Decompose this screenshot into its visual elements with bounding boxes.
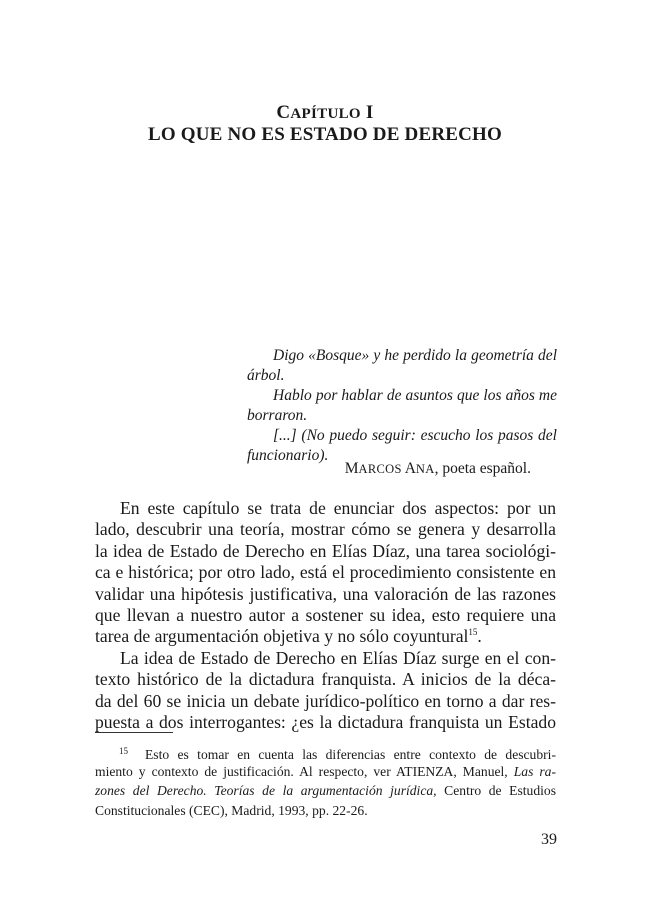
page-number: 39 — [541, 831, 557, 848]
epigraph-line: [...] (No puedo seguir: escucho los pasos del funcionario). — [247, 427, 557, 464]
paragraph-line: En este capítulo se trata de enunciar dos aspectos: por un — [120, 498, 556, 518]
epigraph-attribution: MARCOS ANA, poeta español. — [344, 460, 531, 477]
footnote — [95, 742, 556, 821]
chapter-number: I — [365, 102, 374, 123]
paragraph-line: tarea de argumentación objetiva y no sólo coyuntural$^{15}$. — [95, 626, 482, 647]
paragraph-line: validar una hipótesis justificativa, una valoración de las razones — [95, 583, 556, 604]
footnote-line: 15 Esto es tomar en cuenta las diferencias entre contexto de descubri- — [95, 742, 556, 762]
body-text — [95, 498, 556, 733]
paragraph-line: la idea de Estado de Derecho en Elías Díaz, una tarea sociológi- — [95, 540, 556, 561]
epigraph-line: Digo «Bosque» y he perdido la geometría del árbol. — [247, 347, 557, 384]
paragraph-line: que llevan a nuestro autor a sostener su idea, esto requiere una — [95, 604, 556, 625]
footnote-line: Constitucionales (CEC), Madrid, 1993, pp. 22-26. — [95, 803, 368, 819]
paragraph-line: puesta a dos interrogantes: ¿es la dictadura franquista un Estado — [95, 711, 556, 732]
footnote-line: miento y contexto de justificación. Al respecto, ver ATIENZA, Manuel, Las ra- — [95, 763, 556, 779]
footnote-number: 15 — [119, 746, 128, 756]
paragraph-line: lado, descubrir una teoría, mostrar cómo se genera y desarrolla — [95, 519, 556, 540]
chapter-label: CAPÍTULO I — [276, 102, 374, 123]
paragraph-line: ca e histórica; por otro lado, está el procedimiento consistente en — [95, 562, 556, 583]
footnote-divider — [95, 732, 173, 733]
chapter-title: LO QUE NO ES ESTADO DE DERECHO — [147, 124, 503, 145]
footnote-reference[interactable]: 15 — [468, 627, 478, 638]
chapter-label-smallcaps: APÍTULO — [290, 106, 361, 122]
paragraph-line: La idea de Estado de Derecho en Elías Díaz surge en el con- — [120, 647, 556, 668]
epigraph — [247, 346, 557, 466]
epigraph-line: Hablo por hablar de asuntos que los años me borraron. — [247, 387, 557, 424]
paragraph-line: texto histórico de la dictadura franquista. A inicios de la déca- — [95, 669, 556, 690]
paragraph-line: da del 60 se inicia un debate jurídico-político en torno a dar res- — [95, 690, 556, 711]
footnote-line: zones del Derecho. Teorías de la argumentación jurídica, Centro de Estudios — [95, 783, 556, 799]
